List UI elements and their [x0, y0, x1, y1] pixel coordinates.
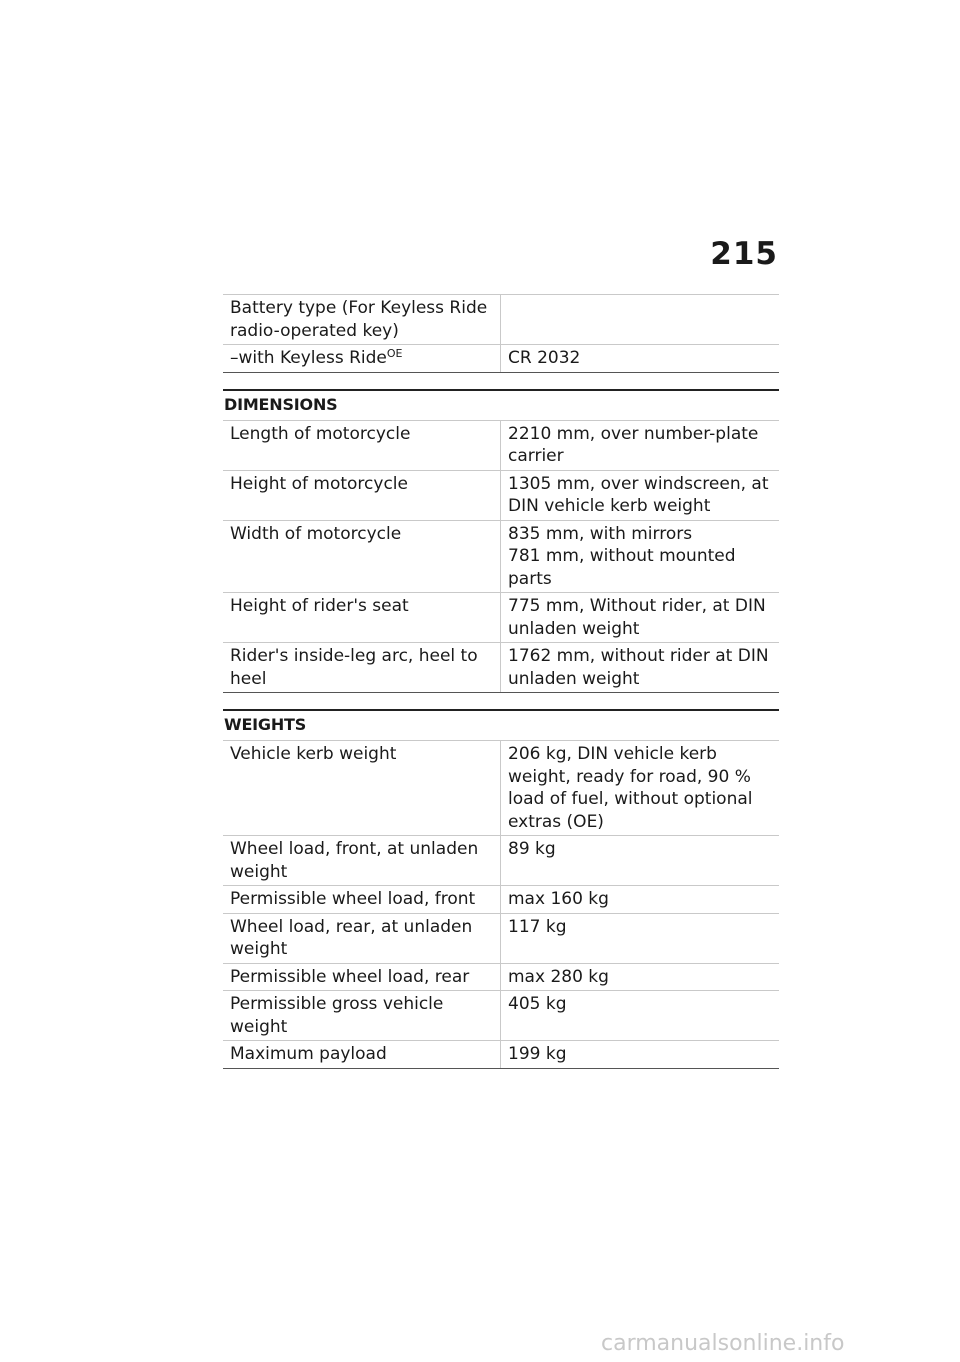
- spec-value-line: 835 mm, with mirrors: [508, 523, 693, 544]
- table-row: [223, 963, 779, 991]
- spec-label: Length of motorcycle: [223, 420, 501, 470]
- spec-value: 117 kg: [501, 913, 780, 963]
- spec-value: 89 kg: [501, 836, 780, 886]
- spec-label: Permissible wheel load, rear: [223, 963, 501, 991]
- spec-label: Permissible gross vehicle weight: [223, 991, 501, 1041]
- spec-label: [223, 345, 501, 373]
- spec-label: Permissible wheel load, front: [223, 886, 501, 914]
- spec-value: 1305 mm, over windscreen, at DIN vehicle kerb weight: [501, 470, 780, 520]
- optional-equipment-marker: OE: [386, 347, 403, 360]
- weights-table: [223, 740, 779, 1069]
- spec-label: Wheel load, front, at unladen weight: [223, 836, 501, 886]
- table-row: [223, 520, 779, 593]
- spec-value: [501, 295, 780, 345]
- table-row: [223, 345, 779, 373]
- spec-content: [223, 294, 779, 1069]
- spec-value: 2210 mm, over number-plate carrier: [501, 420, 780, 470]
- spec-label-text: –with Keyless Ride: [230, 348, 387, 368]
- table-row: [223, 593, 779, 643]
- spec-label: Width of motorcycle: [223, 520, 501, 593]
- spec-value: [501, 520, 780, 593]
- table-row: [223, 643, 779, 693]
- battery-table: [223, 294, 779, 373]
- table-row: [223, 420, 779, 470]
- table-row: [223, 1041, 779, 1069]
- spec-value: 206 kg, DIN vehicle kerb weight, ready for road, 90 % load of fuel, without optional extras (OE): [501, 741, 780, 836]
- spec-label: Height of motorcycle: [223, 470, 501, 520]
- spec-value: 199 kg: [501, 1041, 780, 1069]
- table-row: [223, 991, 779, 1041]
- spec-value: CR 2032: [501, 345, 780, 373]
- spec-label: Battery type (For Keyless Ride radio-operated key): [223, 295, 501, 345]
- spec-label: Height of rider's seat: [223, 593, 501, 643]
- table-row: [223, 741, 779, 836]
- page-number: 215: [710, 236, 778, 272]
- spec-value: max 280 kg: [501, 963, 780, 991]
- spec-value-line: 781 mm, without mounted parts: [508, 546, 736, 589]
- table-row: [223, 295, 779, 345]
- spec-label: Maximum payload: [223, 1041, 501, 1069]
- spec-label: Wheel load, rear, at unladen weight: [223, 913, 501, 963]
- dimensions-table: [223, 420, 779, 694]
- site-watermark: carmanualsonline.info: [601, 1331, 845, 1356]
- weights-heading: WEIGHTS: [223, 709, 779, 740]
- dimensions-heading: DIMENSIONS: [223, 389, 779, 420]
- table-row: [223, 913, 779, 963]
- spec-value: 1762 mm, without rider at DIN unladen weight: [501, 643, 780, 693]
- table-row: [223, 470, 779, 520]
- table-row: [223, 886, 779, 914]
- spec-label: Vehicle kerb weight: [223, 741, 501, 836]
- spec-label: Rider's inside-leg arc, heel to heel: [223, 643, 501, 693]
- spec-value: 775 mm, Without rider, at DIN unladen weight: [501, 593, 780, 643]
- spec-value: 405 kg: [501, 991, 780, 1041]
- table-row: [223, 836, 779, 886]
- spec-value: max 160 kg: [501, 886, 780, 914]
